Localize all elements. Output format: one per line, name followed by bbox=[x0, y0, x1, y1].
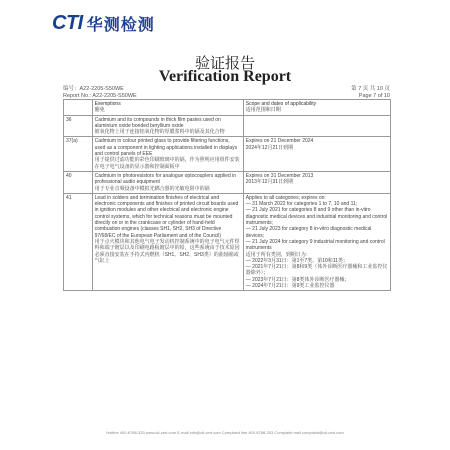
report-title-english: Verification Report bbox=[158, 68, 292, 85]
exemption-text: Cadmium in colour printed glass to provide filtering functions, used as a component in lighting applications installed in displays and control panels of EEE 用于提供过滤功能的彩色印刷玻璃中的镉，作为照明应用组件安装在电子电气设备的显示器和控制面板中 bbox=[92, 137, 243, 171]
header-scope: Scope and dates of applicability 适用范围和日期 bbox=[243, 100, 390, 116]
cti-logo bbox=[52, 12, 155, 34]
exemption-number: 40 bbox=[64, 171, 93, 193]
page-number-en: Page 7 of 10 bbox=[358, 92, 390, 99]
exemption-number: 41 bbox=[64, 193, 93, 290]
report-number-en: Report No.: A22-2205-S50WE bbox=[63, 92, 137, 99]
exemption-number: 37(a) bbox=[64, 137, 93, 171]
report-number-cn: 编号：A22-2205-S50WE bbox=[63, 86, 124, 92]
exemption-scope: Applies to all categories; expires on: — 31 March 2022 for categories 1 to 7, 10 and 11; — 21 July 2021 for categories 8 and 9 other than in-vitro diagnostic medical devices and industrial monitoring and control instruments; — 21 July 2023 for category 8 in-vitro diagnostic medical devices; — 21 July 2024 for category 9 industrial monitoring and control instruments 适用于所有类别，到期日为： — 2022年3月31日：第1至7类、第10和11类； — 2021年7月21日：第8和9类（体外诊断医疗器械和工业监控仪器除外）； — 2023年7月21日：第8类体外诊断医疗器械； — 2024年7月21日：第9类工业监控仪器 bbox=[243, 193, 390, 290]
report-title-chinese: 验证报告 bbox=[194, 54, 255, 72]
exemption-number: 36 bbox=[64, 115, 93, 137]
header-number bbox=[64, 100, 93, 116]
page-number-cn: 第 7 页 共 10 页 bbox=[351, 86, 390, 92]
table-row bbox=[64, 171, 391, 193]
exemption-text: Cadmium and its compounds in thick film pastes used on aluminium oxide bonded beryllium oxide 铍氧化物上用于连接铝氧化物的厚膜浆料中的镉及其化合物 bbox=[92, 115, 243, 137]
header-exemptions: Exemptions 豁免 bbox=[92, 100, 243, 116]
exemptions-table bbox=[63, 99, 391, 291]
logo-brand: CTI bbox=[52, 11, 83, 34]
exemption-scope: Expires on 21 December 2024 2024年12月21日到期 bbox=[243, 137, 390, 171]
page-number-block bbox=[351, 86, 390, 99]
exemption-scope: Expires on 31 December 2013 2013年12月31日到期 bbox=[243, 171, 390, 193]
page-footer: Hotline 400-6788-333 www.cti-cert.com E-mail info@cti-cert.com Complaint line 400-6788-333 Complaint mail complaint@cti-cert.com bbox=[106, 430, 344, 435]
exemption-scope bbox=[243, 115, 390, 137]
exemption-text: Lead in solders and termination finishes of electrical and electronic components and finishes of printed circuit boards used in ignition modules and other electrical and electronic engine control systems, which for technical reasons must be mounted directly on or in the crankcase or cylinder of hand-held combustion engines (classes SH1, SH2, SH3 of Directive 97/68/EC of the European Parliament and of the Council) 用于点火模块和其他电气电子发动机控制系统中的电子电气元件焊料和端子镀层以及印刷电路板镀层中的铅，这些系统由于技术原因必须直接安装在手持式内燃机（SH1、SH2、SH3类）的曲轴箱或气缸上 bbox=[92, 193, 243, 290]
logo-chinese-name: 华测检测 bbox=[86, 14, 155, 34]
table-row bbox=[64, 137, 391, 171]
report-number-block bbox=[63, 86, 137, 99]
table-row bbox=[64, 115, 391, 137]
exemption-text: Cadmium in photoresistors for analogue optocouplers applied in professional audio equipment 用于专业音频设备中模拟光耦合器的光敏电阻中的镉 bbox=[92, 171, 243, 193]
table-row bbox=[64, 193, 391, 290]
table-header-row bbox=[64, 100, 391, 116]
